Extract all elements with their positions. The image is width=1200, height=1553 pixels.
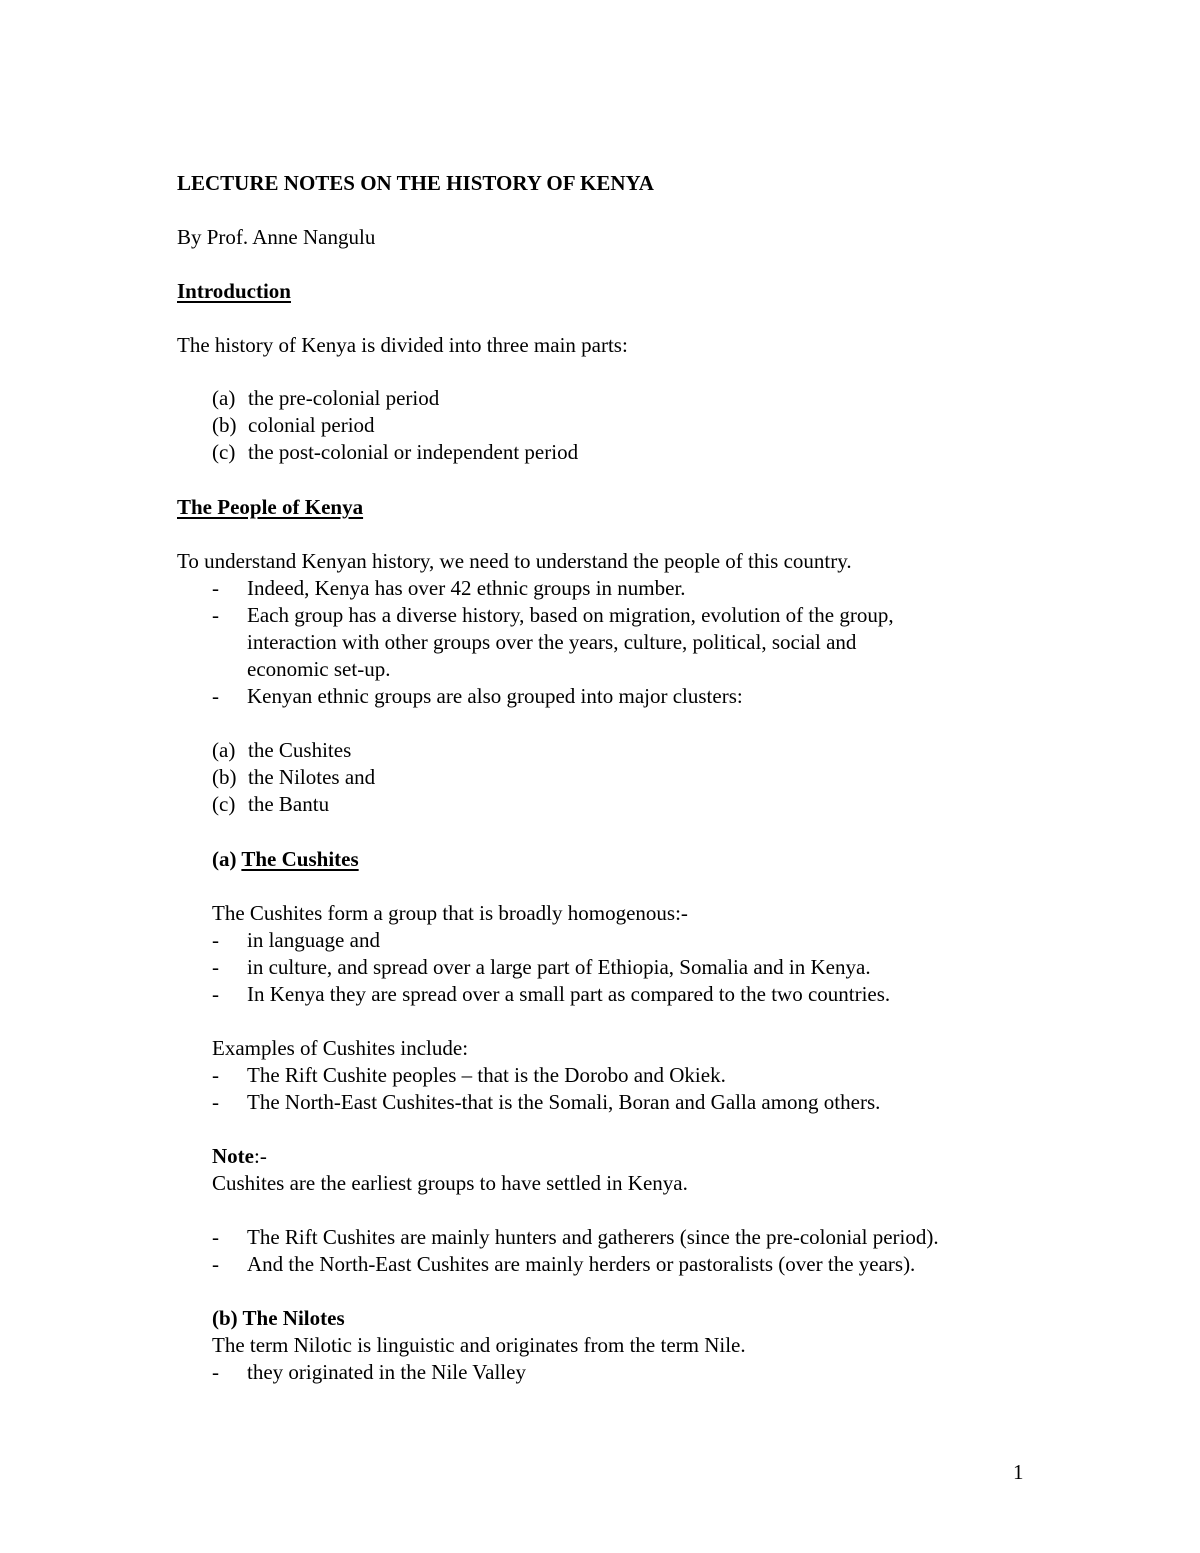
- cushites-text: The Cushites form a group that is broadly homogenous:-: [212, 901, 688, 925]
- nilotes-heading: (b) The Nilotes: [212, 1306, 345, 1330]
- cushites-heading: [212, 846, 359, 873]
- bullet-text: Indeed, Kenya has over 42 ethnic groups in number.: [247, 576, 686, 600]
- list-item-label: (c): [212, 792, 236, 816]
- introduction-heading: Introduction: [177, 279, 291, 303]
- bullet-text: In Kenya they are spread over a small part as compared to the two countries.: [247, 982, 891, 1006]
- bullet-text: And the North-East Cushites are mainly herders or pastoralists (over the years).: [247, 1252, 916, 1276]
- document-title: LECTURE NOTES ON THE HISTORY OF KENYA: [177, 171, 654, 195]
- nilotes-text: The term Nilotic is linguistic and originates from the term Nile.: [212, 1333, 746, 1357]
- list-item-text: the Nilotes and: [248, 765, 376, 789]
- bullet-dash: -: [212, 1063, 219, 1087]
- list-item-label: (c): [212, 440, 236, 464]
- cushites-heading-text: The Cushites: [241, 847, 359, 871]
- bullet-dash: -: [212, 1225, 219, 1249]
- list-item: [212, 385, 439, 412]
- list-item-label: (b): [212, 765, 237, 789]
- bullet-text: Kenyan ethnic groups are also grouped into major clusters:: [247, 684, 743, 708]
- bullet-dash: -: [212, 603, 219, 627]
- bullet-text: The Rift Cushite peoples – that is the Dorobo and Okiek.: [247, 1063, 726, 1087]
- list-item-label: (a): [212, 386, 236, 410]
- bullet-dash: -: [212, 955, 219, 979]
- list-item-text: the pre-colonial period: [248, 386, 440, 410]
- cushites-heading-label: (a): [212, 847, 237, 871]
- list-item: [212, 412, 375, 439]
- list-item: [212, 439, 578, 466]
- bullet-text: in language and: [247, 928, 380, 952]
- note-heading: [212, 1143, 267, 1170]
- list-item-label: (a): [212, 738, 236, 762]
- bullet-dash: -: [212, 1090, 219, 1114]
- note-text: Cushites are the earliest groups to have settled in Kenya.: [212, 1171, 688, 1195]
- note-suffix: :-: [253, 1144, 267, 1168]
- introduction-text: The history of Kenya is divided into three main parts:: [177, 333, 628, 357]
- note-label: Note: [212, 1144, 254, 1168]
- bullet-dash: -: [212, 576, 219, 600]
- list-item: [212, 764, 375, 791]
- list-item-text: the post-colonial or independent period: [248, 440, 579, 464]
- list-item: [212, 737, 351, 764]
- author-line: By Prof. Anne Nangulu: [177, 225, 376, 249]
- bullet-dash: -: [212, 928, 219, 952]
- people-text: To understand Kenyan history, we need to understand the people of this country.: [177, 549, 852, 573]
- bullet-text: they originated in the Nile Valley: [247, 1360, 526, 1384]
- list-item-text: the Cushites: [248, 738, 352, 762]
- bullet-text: The Rift Cushites are mainly hunters and gatherers (since the pre-colonial period).: [247, 1225, 939, 1249]
- bullet-dash: -: [212, 684, 219, 708]
- bullet-text: The North-East Cushites-that is the Somali, Boran and Galla among others.: [247, 1090, 881, 1114]
- bullet-dash: -: [212, 982, 219, 1006]
- bullet-text-continued: interaction with other groups over the years, culture, political, social and: [247, 630, 857, 654]
- list-item-text: colonial period: [248, 413, 375, 437]
- bullet-text: Each group has a diverse history, based on migration, evolution of the group,: [247, 603, 894, 627]
- list-item: [212, 791, 329, 818]
- bullet-dash: -: [212, 1252, 219, 1276]
- bullet-dash: -: [212, 1360, 219, 1384]
- bullet-text: in culture, and spread over a large part of Ethiopia, Somalia and in Kenya.: [247, 955, 871, 979]
- bullet-text-continued: economic set-up.: [247, 657, 391, 681]
- people-heading: The People of Kenya: [177, 495, 364, 519]
- list-item-label: (b): [212, 413, 237, 437]
- examples-text: Examples of Cushites include:: [212, 1036, 469, 1060]
- list-item-text: the Bantu: [248, 792, 330, 816]
- page-number: 1: [1013, 1460, 1024, 1484]
